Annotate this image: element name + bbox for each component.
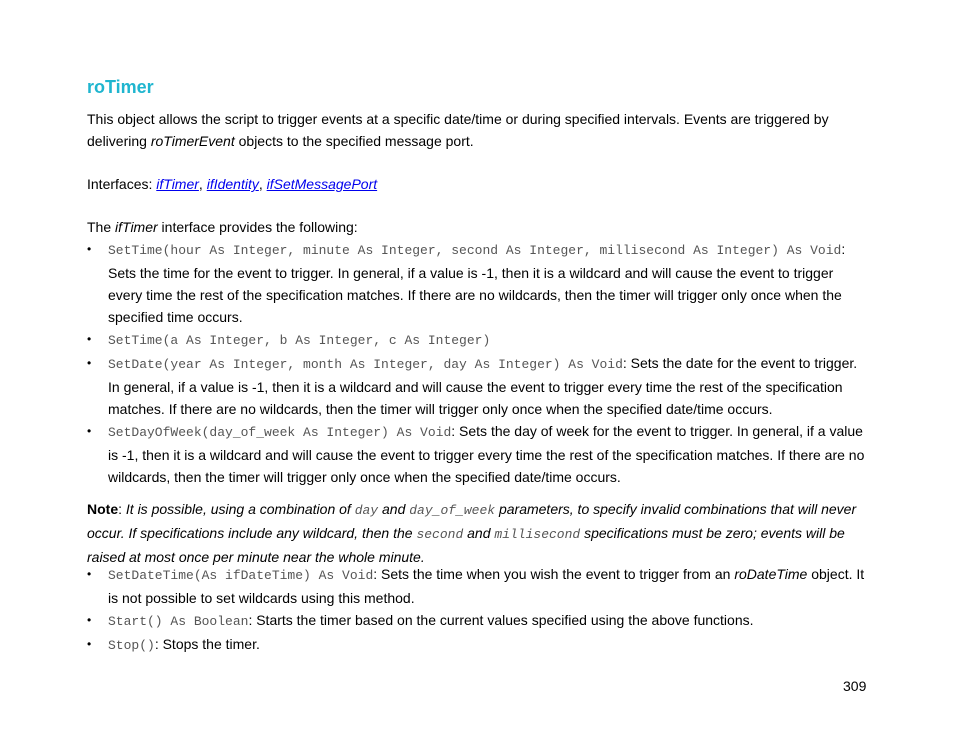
page-number: 309 — [843, 678, 867, 694]
note-code-millisecond: millisecond — [494, 527, 581, 542]
desc-interface-name: ifTimer — [115, 219, 158, 235]
note-code-second: second — [416, 527, 464, 542]
note-text: parameters, to specify invalid combinations that will never occur. If specifications include any wildcard, then the — [87, 501, 857, 541]
desc-text-end: interface provides the following: — [157, 219, 358, 235]
link-iftimer[interactable]: ifTimer — [156, 176, 199, 192]
method-description-end: object. It is not possible to set wildcards using this method. — [108, 566, 865, 606]
note-text: and — [378, 501, 410, 517]
intro-text-end: objects to the specified message port. — [234, 133, 474, 149]
method-signature: Stop() — [108, 638, 155, 653]
method-list-primary — [87, 238, 871, 488]
interfaces-separator: , — [198, 176, 207, 192]
method-object-name: roDateTime — [734, 566, 808, 582]
note-code-day-of-week: day_of_week — [409, 503, 496, 518]
intro-paragraph — [87, 108, 871, 152]
method-signature: Start() As Boolean — [108, 614, 249, 629]
link-ifsetmessageport[interactable]: ifSetMessagePort — [266, 176, 378, 192]
method-signature: SetTime(a As Integer, b As Integer, c As Integer) — [108, 333, 491, 348]
method-description: : Stops the timer. — [154, 636, 260, 652]
intro-event-name: roTimerEvent — [150, 133, 235, 149]
note-text: and — [463, 525, 495, 541]
note-code-day: day — [354, 503, 379, 518]
iftimer-description — [87, 216, 871, 238]
method-description: : Sets the date for the event to trigger. In general, if a value is -1, then it is a wildcard and will cause the event to trigger every time the rest of the specification matches. If there are no wildcards, then the timer will trigger only once when the specified date/time occurs. — [108, 355, 858, 417]
interfaces-line — [87, 173, 871, 195]
intro-text: This object allows the script to trigger events at a specific date/time or during specified intervals. Events are triggered by delivering — [87, 111, 829, 149]
section-title: roTimer — [87, 77, 154, 97]
list-item — [87, 352, 871, 420]
desc-text: The — [87, 219, 116, 235]
list-item — [87, 563, 871, 609]
method-list-secondary — [87, 563, 871, 657]
method-description: : Starts the timer based on the current values specified using the above functions. — [248, 612, 754, 628]
link-ifidentity[interactable]: ifIdentity — [206, 176, 259, 192]
method-description: : Sets the day of week for the event to trigger. In general, if a value is -1, then it is a wildcard and will cause the event to trigger every time the rest of the specification matches. If there are no wildcards, then the timer will trigger only once when the specified date/time occurs. — [108, 423, 865, 485]
interfaces-separator: , — [258, 176, 267, 192]
note-colon: : — [118, 501, 126, 517]
interfaces-label: Interfaces: — [87, 176, 157, 192]
list-item — [87, 633, 871, 657]
note-body — [87, 501, 856, 565]
note-paragraph — [87, 498, 871, 568]
list-item — [87, 609, 871, 633]
note-label: Note — [87, 501, 119, 517]
method-signature: SetDayOfWeek(day_of_week As Integer) As Void — [108, 425, 452, 440]
method-signature: SetTime(hour As Integer, minute As Integer, second As Integer, millisecond As Integer) As Void — [108, 243, 842, 258]
list-item — [87, 238, 871, 328]
note-text: It is possible, using a combination of — [125, 501, 355, 517]
note-text: specifications must be zero; events will be raised at most once per minute near the whole minute. — [87, 525, 845, 565]
list-item — [87, 420, 871, 488]
list-item — [87, 328, 871, 352]
method-signature: SetDate(year As Integer, month As Integer, day As Integer) As Void — [108, 357, 623, 372]
method-signature: SetDateTime(As ifDateTime) As Void — [108, 568, 374, 583]
method-description: : Sets the time for the event to trigger. In general, if a value is -1, then it is a wildcard and will cause the event to trigger every time the rest of the specification matches. If there are no wildcards, then the timer will trigger only once when the specified time occurs. — [108, 241, 846, 325]
method-description: : Sets the time when you wish the event to trigger from an — [373, 566, 735, 582]
